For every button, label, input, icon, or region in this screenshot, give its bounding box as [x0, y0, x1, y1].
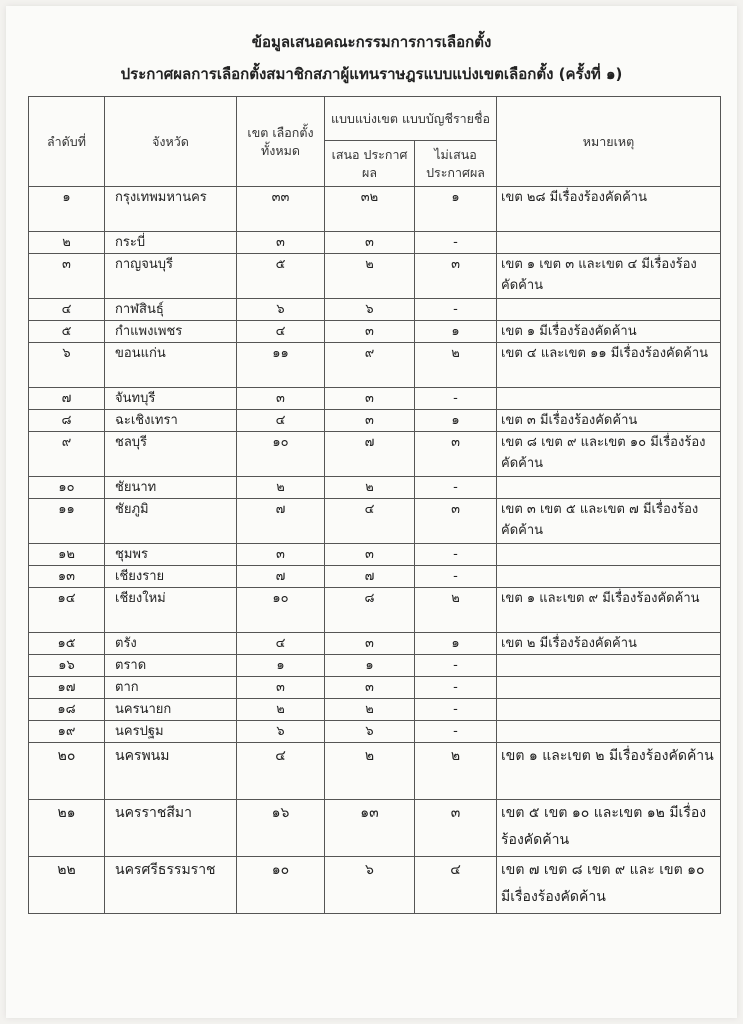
- row-propose: ๔: [325, 499, 415, 544]
- row-remark: [497, 388, 721, 410]
- row-total-districts: ๕: [237, 254, 325, 299]
- row-not-propose: ๒: [415, 343, 497, 388]
- row-remark: เขต ๑ มีเรื่องร้องคัดค้าน: [497, 321, 721, 343]
- header-order: ลำดับที่: [29, 97, 105, 187]
- row-not-propose: -: [415, 232, 497, 254]
- row-province: กระบี่: [105, 232, 237, 254]
- row-total-districts: ๗: [237, 499, 325, 544]
- row-not-propose: -: [415, 477, 497, 499]
- row-number: ๑๔: [29, 588, 105, 633]
- row-remark: เขต ๑ และเขต ๒ มีเรื่องร้องคัดค้าน: [497, 743, 721, 800]
- table-row: [29, 187, 721, 232]
- row-total-districts: ๓: [237, 388, 325, 410]
- table-row: [29, 800, 721, 857]
- row-number: ๘: [29, 410, 105, 432]
- row-not-propose: -: [415, 655, 497, 677]
- results-table-body: [29, 187, 721, 914]
- row-number: ๖: [29, 343, 105, 388]
- row-province: ตาก: [105, 677, 237, 699]
- row-province: นครนายก: [105, 699, 237, 721]
- row-total-districts: ๑๐: [237, 857, 325, 914]
- row-propose: ๖: [325, 857, 415, 914]
- row-province: นครปฐม: [105, 721, 237, 743]
- row-province: กำแพงเพชร: [105, 321, 237, 343]
- table-row: [29, 677, 721, 699]
- table-row: [29, 655, 721, 677]
- row-propose: ๓: [325, 321, 415, 343]
- row-propose: ๒: [325, 477, 415, 499]
- table-row: [29, 477, 721, 499]
- row-province: ตรัง: [105, 633, 237, 655]
- row-number: ๕: [29, 321, 105, 343]
- row-propose: ๑: [325, 655, 415, 677]
- row-number: ๑๑: [29, 499, 105, 544]
- row-remark: เขต ๑ เขต ๓ และเขต ๔ มีเรื่องร้องคัดค้าน: [497, 254, 721, 299]
- row-number: ๒๒: [29, 857, 105, 914]
- row-remark: เขต ๓ เขต ๕ และเขต ๗ มีเรื่องร้องคัดค้าน: [497, 499, 721, 544]
- row-not-propose: ๓: [415, 499, 497, 544]
- document-title: ข้อมูลเสนอคณะกรรมการการเลือกตั้ง: [251, 33, 492, 51]
- row-number: ๑๕: [29, 633, 105, 655]
- row-number: ๒: [29, 232, 105, 254]
- row-propose: ๓: [325, 544, 415, 566]
- row-number: ๓: [29, 254, 105, 299]
- row-not-propose: -: [415, 699, 497, 721]
- row-remark: เขต ๑ และเขต ๙ มีเรื่องร้องคัดค้าน: [497, 588, 721, 633]
- row-total-districts: ๔: [237, 410, 325, 432]
- row-not-propose: -: [415, 566, 497, 588]
- row-province: นครพนม: [105, 743, 237, 800]
- row-province: ชัยภูมิ: [105, 499, 237, 544]
- row-province: ตราด: [105, 655, 237, 677]
- row-propose: ๒: [325, 699, 415, 721]
- table-row: [29, 343, 721, 388]
- row-not-propose: ๑: [415, 321, 497, 343]
- row-remark: [497, 477, 721, 499]
- row-propose: ๓: [325, 633, 415, 655]
- row-not-propose: ๑: [415, 187, 497, 232]
- table-row: [29, 321, 721, 343]
- row-not-propose: -: [415, 299, 497, 321]
- row-province: ชลบุรี: [105, 432, 237, 477]
- row-remark: [497, 566, 721, 588]
- row-propose: ๒: [325, 254, 415, 299]
- table-row: [29, 232, 721, 254]
- row-propose: ๗: [325, 566, 415, 588]
- table-row: [29, 499, 721, 544]
- row-propose: ๗: [325, 432, 415, 477]
- row-total-districts: ๑๑: [237, 343, 325, 388]
- header-not-propose: ไม่เสนอ ประกาศผล: [415, 141, 497, 187]
- row-remark: เขต ๗ เขต ๘ เขต ๙ และ เขต ๑๐ มีเรื่องร้องคัดค้าน: [497, 857, 721, 914]
- row-province: เชียงใหม่: [105, 588, 237, 633]
- row-propose: ๘: [325, 588, 415, 633]
- row-number: ๔: [29, 299, 105, 321]
- row-remark: เขต ๓ มีเรื่องร้องคัดค้าน: [497, 410, 721, 432]
- row-province: ชัยนาท: [105, 477, 237, 499]
- row-number: ๙: [29, 432, 105, 477]
- table-row: [29, 743, 721, 800]
- row-total-districts: ๔: [237, 321, 325, 343]
- row-not-propose: ๓: [415, 432, 497, 477]
- row-remark: [497, 544, 721, 566]
- row-total-districts: ๑๐: [237, 588, 325, 633]
- row-total-districts: ๓: [237, 544, 325, 566]
- row-propose: ๖: [325, 299, 415, 321]
- row-total-districts: ๑๖: [237, 800, 325, 857]
- row-remark: [497, 677, 721, 699]
- row-propose: ๑๓: [325, 800, 415, 857]
- row-not-propose: ๔: [415, 857, 497, 914]
- row-total-districts: ๑๐: [237, 432, 325, 477]
- results-table: [28, 96, 721, 914]
- row-remark: [497, 232, 721, 254]
- row-remark: [497, 655, 721, 677]
- row-not-propose: ๒: [415, 588, 497, 633]
- row-remark: เขต ๒ มีเรื่องร้องคัดค้าน: [497, 633, 721, 655]
- row-number: ๒๑: [29, 800, 105, 857]
- header-total-districts: เขต เลือกตั้ง ทั้งหมด: [237, 97, 325, 187]
- row-propose: ๓๒: [325, 187, 415, 232]
- row-propose: ๒: [325, 743, 415, 800]
- row-province: เชียงราย: [105, 566, 237, 588]
- row-total-districts: ๖: [237, 721, 325, 743]
- row-number: ๗: [29, 388, 105, 410]
- row-number: ๑๒: [29, 544, 105, 566]
- row-number: ๑: [29, 187, 105, 232]
- row-province: กรุงเทพมหานคร: [105, 187, 237, 232]
- row-total-districts: ๒: [237, 477, 325, 499]
- row-number: ๑๐: [29, 477, 105, 499]
- row-province: กาฬสินธุ์: [105, 299, 237, 321]
- row-number: ๑๙: [29, 721, 105, 743]
- table-row: [29, 388, 721, 410]
- row-number: ๑๖: [29, 655, 105, 677]
- row-total-districts: ๒: [237, 699, 325, 721]
- row-propose: ๓: [325, 677, 415, 699]
- table-row: [29, 299, 721, 321]
- row-remark: เขต ๕ เขต ๑๐ และเขต ๑๒ มีเรื่องร้องคัดค้าน: [497, 800, 721, 857]
- row-not-propose: -: [415, 721, 497, 743]
- row-number: ๒๐: [29, 743, 105, 800]
- row-province: ฉะเชิงเทรา: [105, 410, 237, 432]
- header-province: จังหวัด: [105, 97, 237, 187]
- row-propose: ๓: [325, 410, 415, 432]
- row-province: นครศรีธรรมราช: [105, 857, 237, 914]
- table-row: [29, 721, 721, 743]
- table-row: [29, 410, 721, 432]
- row-propose: ๓: [325, 388, 415, 410]
- row-total-districts: ๓๓: [237, 187, 325, 232]
- table-row: [29, 633, 721, 655]
- row-propose: ๓: [325, 232, 415, 254]
- row-remark: [497, 299, 721, 321]
- header-propose: เสนอ ประกาศผล: [325, 141, 415, 187]
- row-propose: ๙: [325, 343, 415, 388]
- row-province: นครราชสีมา: [105, 800, 237, 857]
- table-row: [29, 588, 721, 633]
- table-row: [29, 544, 721, 566]
- header-district-group: แบบแบ่งเขต แบบบัญชีรายชื่อ: [325, 97, 497, 141]
- row-remark: [497, 721, 721, 743]
- row-number: ๑๗: [29, 677, 105, 699]
- row-remark: เขต ๘ เขต ๙ และเขต ๑๐ มีเรื่องร้องคัดค้าน: [497, 432, 721, 477]
- row-not-propose: ๑: [415, 410, 497, 432]
- row-not-propose: ๓: [415, 800, 497, 857]
- table-row: [29, 254, 721, 299]
- row-total-districts: ๗: [237, 566, 325, 588]
- row-total-districts: ๑: [237, 655, 325, 677]
- row-not-propose: -: [415, 388, 497, 410]
- row-total-districts: ๔: [237, 743, 325, 800]
- row-remark: เขต ๔ และเขต ๑๑ มีเรื่องร้องคัดค้าน: [497, 343, 721, 388]
- row-province: ขอนแก่น: [105, 343, 237, 388]
- row-province: ชุมพร: [105, 544, 237, 566]
- row-not-propose: ๓: [415, 254, 497, 299]
- table-row: [29, 699, 721, 721]
- table-row: [29, 857, 721, 914]
- row-total-districts: ๔: [237, 633, 325, 655]
- table-row: [29, 432, 721, 477]
- header-remark: หมายเหตุ: [497, 97, 721, 187]
- table-row: [29, 566, 721, 588]
- row-not-propose: -: [415, 544, 497, 566]
- row-remark: [497, 699, 721, 721]
- document-subtitle: ประกาศผลการเลือกตั้งสมาชิกสภาผู้แทนราษฎรแบบแบ่งเขตเลือกตั้ง (ครั้งที่ ๑): [120, 65, 623, 83]
- row-number: ๑๓: [29, 566, 105, 588]
- row-remark: เขต ๒๘ มีเรื่องร้องคัดค้าน: [497, 187, 721, 232]
- row-total-districts: ๓: [237, 232, 325, 254]
- row-province: กาญจนบุรี: [105, 254, 237, 299]
- row-total-districts: ๓: [237, 677, 325, 699]
- row-propose: ๖: [325, 721, 415, 743]
- row-not-propose: -: [415, 677, 497, 699]
- row-not-propose: ๑: [415, 633, 497, 655]
- row-total-districts: ๖: [237, 299, 325, 321]
- row-number: ๑๘: [29, 699, 105, 721]
- row-not-propose: ๒: [415, 743, 497, 800]
- row-province: จันทบุรี: [105, 388, 237, 410]
